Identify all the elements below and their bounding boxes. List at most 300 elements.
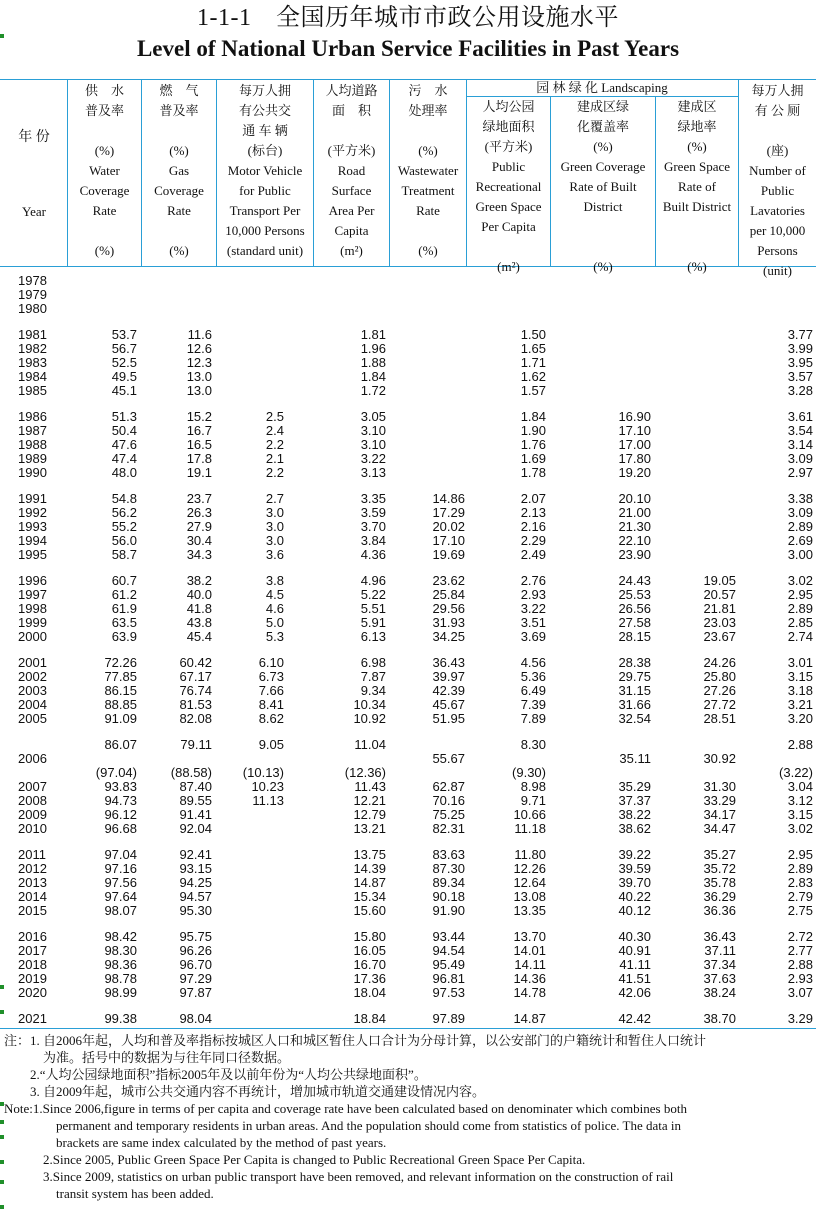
column-header <box>314 81 389 261</box>
year-cell: 2021 <box>18 1011 47 1026</box>
value-cell: 31.66 <box>618 697 651 712</box>
note-line: permanent and temporary residents in urban areas. And the population should come from statistics of police. The data in <box>4 1118 682 1133</box>
value-cell: 6.13 <box>360 629 386 644</box>
value-cell: 97.16 <box>104 861 137 876</box>
value-cell: 87.40 <box>179 779 212 794</box>
column-header-line: Area Per <box>328 203 375 218</box>
value-cell: 1.50 <box>520 327 546 342</box>
value-cell: 36.29 <box>703 889 736 904</box>
value-cell: 11.04 <box>354 737 386 752</box>
value-cell: 3.05 <box>360 409 386 424</box>
value-cell: 3.51 <box>520 615 546 630</box>
column-header-line <box>656 237 738 257</box>
value-cell: 2.69 <box>787 533 813 548</box>
value-cell: 38.62 <box>618 821 651 836</box>
value-cell: 12.26 <box>513 861 546 876</box>
value-cell: 23.67 <box>703 629 736 644</box>
value-cell: 24.43 <box>618 573 651 588</box>
value-cell: 19.20 <box>618 465 651 480</box>
value-cell: 1.69 <box>520 451 546 466</box>
column-header <box>68 81 141 261</box>
marker <box>0 1205 4 1209</box>
value-cell: 38.70 <box>703 1011 736 1026</box>
value-cell: 3.01 <box>787 655 813 670</box>
column-header-line: Transport Per <box>229 203 301 218</box>
value-cell: 34.25 <box>432 629 465 644</box>
value-cell: 47.6 <box>111 437 137 452</box>
table-row <box>0 822 816 836</box>
value-cell: 45.4 <box>186 629 212 644</box>
column-header-line: Per Capita <box>481 219 536 234</box>
value-cell: 10.92 <box>353 711 386 726</box>
value-cell: 60.7 <box>111 573 137 588</box>
value-cell: 2.2 <box>265 437 284 452</box>
value-cell: 1.65 <box>520 341 546 356</box>
column-header-line: 人均道路 <box>325 83 378 98</box>
table-row <box>0 328 816 342</box>
value-cell: 58.7 <box>111 547 137 562</box>
value-cell: 3.14 <box>787 437 813 452</box>
value-cell: 2.89 <box>787 601 813 616</box>
column-header-line: (m²) <box>497 259 520 274</box>
value-cell: 91.09 <box>104 711 137 726</box>
value-cell: 98.78 <box>104 971 137 986</box>
value-cell: 1.72 <box>360 383 386 398</box>
year-cell: 2008 <box>18 793 47 808</box>
value-cell: 16.05 <box>353 943 386 958</box>
value-cell: 96.26 <box>179 943 212 958</box>
value-cell: 31.30 <box>703 779 736 794</box>
value-cell: 30.4 <box>186 533 212 548</box>
table-row <box>0 506 816 520</box>
value-cell: 63.9 <box>111 629 137 644</box>
value-cell: 2.93 <box>520 587 546 602</box>
value-cell: 2.89 <box>787 861 813 876</box>
value-cell: 99.38 <box>104 1011 137 1026</box>
column-header-line: 人均公园 <box>482 99 535 114</box>
value-cell: 2.95 <box>787 587 813 602</box>
value-cell: 51.3 <box>111 409 137 424</box>
marker <box>0 1102 4 1106</box>
column-header-line: Gas <box>168 163 190 178</box>
column-header-line: 面 积 <box>331 103 371 118</box>
year-cell: 2017 <box>18 943 47 958</box>
column-header-line <box>739 121 816 141</box>
table-row <box>0 534 816 548</box>
table-row <box>0 808 816 822</box>
value-cell: 81.53 <box>179 697 212 712</box>
value-cell: 77.85 <box>104 669 137 684</box>
value-cell: 6.98 <box>360 655 386 670</box>
value-cell: 40.91 <box>618 943 651 958</box>
year-cell: 1998 <box>18 601 47 616</box>
column-header-line: Public <box>491 159 526 174</box>
column-header-line <box>68 121 141 141</box>
value-cell: 2.85 <box>787 615 813 630</box>
value-cell: 13.0 <box>186 369 212 384</box>
value-cell: 35.29 <box>618 779 651 794</box>
value-cell: 35.72 <box>703 861 736 876</box>
table-row <box>0 752 816 766</box>
value-cell: 14.86 <box>432 491 465 506</box>
year-cell: 1994 <box>18 533 47 548</box>
value-cell: 91.41 <box>179 807 212 822</box>
value-cell: 20.57 <box>703 587 736 602</box>
year-cell: 1993 <box>18 519 47 534</box>
year-header-en: Year <box>22 204 46 219</box>
value-cell: 97.89 <box>432 1011 465 1026</box>
column-header-line: Recreational <box>475 179 542 194</box>
value-cell: 3.0 <box>265 519 284 534</box>
column-header-line: Persons <box>757 243 798 258</box>
value-cell: 86.15 <box>104 683 137 698</box>
table-row <box>0 302 816 316</box>
column-header-line: Capita <box>334 223 369 238</box>
value-cell: 94.25 <box>179 875 212 890</box>
value-cell: 3.70 <box>360 519 386 534</box>
column-header-line: Green Space <box>663 159 731 174</box>
year-cell: 2013 <box>18 875 47 890</box>
table-row <box>0 890 816 904</box>
value-cell: 54.8 <box>111 491 137 506</box>
value-cell: 29.56 <box>432 601 465 616</box>
column-header-line: Coverage <box>154 183 204 198</box>
value-cell: 79.11 <box>180 737 212 752</box>
value-cell: 87.30 <box>432 861 465 876</box>
value-cell: 17.8 <box>186 451 212 466</box>
value-cell: (97.04) <box>95 765 137 780</box>
value-cell: 3.59 <box>360 505 386 520</box>
table-row <box>0 738 816 752</box>
value-cell: 7.39 <box>520 697 546 712</box>
column-header-line: 普及率 <box>159 103 199 118</box>
value-cell: 40.0 <box>186 587 212 602</box>
year-cell: 2014 <box>18 889 47 904</box>
column-header-line: 处理率 <box>408 103 448 118</box>
value-cell: 39.97 <box>432 669 465 684</box>
value-cell: 82.31 <box>432 821 465 836</box>
value-cell: 15.60 <box>353 903 386 918</box>
column-header-line: 绿地率 <box>677 119 717 134</box>
value-cell: 82.08 <box>179 711 212 726</box>
table-row <box>0 370 816 384</box>
value-cell: 18.84 <box>353 1011 386 1026</box>
value-cell: (3.22) <box>779 765 813 780</box>
value-cell: 2.2 <box>265 465 284 480</box>
value-cell: 93.15 <box>179 861 212 876</box>
table-row <box>0 356 816 370</box>
value-cell: 12.21 <box>353 793 386 808</box>
value-cell: 9.71 <box>520 793 546 808</box>
value-cell: 97.29 <box>179 971 212 986</box>
value-cell: 36.43 <box>432 655 465 670</box>
value-cell: 90.18 <box>432 889 465 904</box>
value-cell: 1.76 <box>520 437 546 452</box>
year-cell: 2009 <box>18 807 47 822</box>
value-cell: 28.51 <box>703 711 736 726</box>
value-cell: 29.75 <box>618 669 651 684</box>
column-header-line: Rate <box>167 203 191 218</box>
value-cell: 26.3 <box>186 505 212 520</box>
value-cell: 3.04 <box>787 779 813 794</box>
value-cell: 98.04 <box>179 1011 212 1026</box>
value-cell: 11.80 <box>514 847 546 862</box>
column-header-line: 化覆盖率 <box>576 119 629 134</box>
value-cell: 27.9 <box>186 519 212 534</box>
marker <box>0 1180 4 1184</box>
value-cell: 61.2 <box>111 587 137 602</box>
value-cell: 21.30 <box>618 519 651 534</box>
value-cell: 2.7 <box>265 491 284 506</box>
column-header-line: (%) <box>94 143 115 158</box>
year-cell: 1999 <box>18 615 47 630</box>
year-cell: 2007 <box>18 779 47 794</box>
value-cell: 16.90 <box>618 409 651 424</box>
value-cell: 3.6 <box>265 547 284 562</box>
value-cell: 96.12 <box>104 807 137 822</box>
data-table <box>0 266 816 1026</box>
value-cell: 34.17 <box>703 807 736 822</box>
year-cell: 1986 <box>18 409 47 424</box>
page-title-en: Level of National Urban Service Facilities in Past Years <box>136 36 680 61</box>
column-header-line <box>551 237 655 257</box>
value-cell: 2.75 <box>787 903 813 918</box>
value-cell: 11.43 <box>354 779 386 794</box>
year-cell: 1985 <box>18 383 47 398</box>
table-row <box>0 630 816 644</box>
table-bottom-rule <box>0 1028 816 1029</box>
value-cell: 7.89 <box>520 711 546 726</box>
value-cell: 2.79 <box>787 889 813 904</box>
year-cell: 1995 <box>18 547 47 562</box>
column-header-line: 普及率 <box>84 103 124 118</box>
value-cell: 61.9 <box>111 601 137 616</box>
value-cell: 2.49 <box>520 547 546 562</box>
column-header <box>467 97 550 277</box>
value-cell: (88.58) <box>170 765 212 780</box>
value-cell: 3.61 <box>787 409 813 424</box>
value-cell: 39.70 <box>618 875 651 890</box>
column-header <box>739 81 816 281</box>
value-cell: 8.30 <box>520 737 546 752</box>
value-cell: 6.73 <box>258 669 284 684</box>
value-cell: 2.4 <box>265 423 284 438</box>
column-header-line <box>142 121 216 141</box>
table-row <box>0 492 816 506</box>
value-cell: 3.8 <box>265 573 284 588</box>
column-header-line: (%) <box>687 139 707 154</box>
table-row <box>0 930 816 944</box>
value-cell: 25.84 <box>432 587 465 602</box>
value-cell: 2.16 <box>520 519 546 534</box>
value-cell: 2.97 <box>787 465 813 480</box>
table-row <box>0 958 816 972</box>
note-line: Note:1.Since 2006,figure in terms of per capita and coverage rate have been calculated based on denominater which combines both <box>4 1101 687 1116</box>
year-header-zh: 年 份 <box>18 130 50 145</box>
value-cell: 3.12 <box>787 793 813 808</box>
value-cell: 14.87 <box>353 875 386 890</box>
note-line: 2.“人均公园绿地面积”指标2005年及以前年份为“人均公共绿地面积”。 <box>4 1067 427 1082</box>
table-row <box>0 876 816 890</box>
value-cell: 1.84 <box>520 409 546 424</box>
value-cell: 3.35 <box>360 491 386 506</box>
year-cell: 2012 <box>18 861 47 876</box>
value-cell: 42.39 <box>432 683 465 698</box>
value-cell: 67.17 <box>179 669 212 684</box>
value-cell: 41.51 <box>618 971 651 986</box>
year-cell: 1981 <box>18 327 47 342</box>
value-cell: 3.0 <box>265 505 284 520</box>
value-cell: 12.3 <box>186 355 212 370</box>
value-cell: 3.22 <box>360 451 386 466</box>
value-cell: 52.5 <box>111 355 137 370</box>
value-cell: 23.90 <box>618 547 651 562</box>
year-cell: 1979 <box>18 287 47 302</box>
value-cell: 23.7 <box>186 491 212 506</box>
value-cell: 19.05 <box>703 573 736 588</box>
value-cell: 97.04 <box>104 847 137 862</box>
column-header-line: for Public <box>239 183 291 198</box>
value-cell: 10.23 <box>251 779 284 794</box>
marker <box>0 34 4 38</box>
column-header-line: Number of <box>749 163 806 178</box>
value-cell: 13.0 <box>186 383 212 398</box>
column-header-line: Green Coverage <box>560 159 646 174</box>
value-cell: 97.87 <box>179 985 212 1000</box>
table-row <box>0 548 816 562</box>
value-cell: 36.43 <box>703 929 736 944</box>
value-cell: 40.22 <box>618 889 651 904</box>
value-cell: 27.72 <box>703 697 736 712</box>
value-cell: 3.15 <box>787 669 813 684</box>
year-cell: 2000 <box>18 629 47 644</box>
table-row <box>0 588 816 602</box>
value-cell: 2.83 <box>787 875 813 890</box>
value-cell: 2.89 <box>787 519 813 534</box>
value-cell: 3.21 <box>787 697 813 712</box>
value-cell: 26.56 <box>618 601 651 616</box>
column-header-line: 污 水 <box>408 83 448 98</box>
column-header <box>217 81 313 261</box>
column-header-line: 每万人拥 <box>751 83 804 98</box>
note-line: 3.Since 2009, statistics on urban public transport have been removed, and relevant information on the construction of rail <box>4 1169 674 1184</box>
table-row <box>0 944 816 958</box>
value-cell: 51.95 <box>432 711 465 726</box>
column-header <box>656 97 738 277</box>
value-cell: 38.22 <box>618 807 651 822</box>
value-cell: 97.53 <box>432 985 465 1000</box>
value-cell: 2.74 <box>787 629 813 644</box>
column-header <box>390 81 466 261</box>
notes <box>4 1032 814 1202</box>
value-cell: 34.3 <box>186 547 212 562</box>
value-cell: 18.04 <box>353 985 386 1000</box>
value-cell: 15.2 <box>186 409 212 424</box>
value-cell: 94.57 <box>179 889 212 904</box>
value-cell: 5.51 <box>360 601 386 616</box>
column-header-line: (标台) <box>247 143 283 158</box>
table-row <box>0 794 816 808</box>
value-cell: 17.00 <box>618 437 651 452</box>
value-cell: 96.81 <box>432 971 465 986</box>
table-row <box>0 698 816 712</box>
value-cell: 22.10 <box>618 533 651 548</box>
value-cell: 42.42 <box>618 1011 651 1026</box>
value-cell: 35.78 <box>703 875 736 890</box>
column-header-line: 绿地面积 <box>482 119 535 134</box>
year-cell: 2003 <box>18 683 47 698</box>
value-cell: 20.10 <box>618 491 651 506</box>
value-cell: 43.8 <box>186 615 212 630</box>
value-cell: 3.69 <box>520 629 546 644</box>
value-cell: 11.13 <box>252 793 284 808</box>
column-header-line: 有公共交 <box>238 103 291 118</box>
value-cell: 13.35 <box>513 903 546 918</box>
value-cell: 1.81 <box>360 327 386 342</box>
value-cell: 4.36 <box>360 547 386 562</box>
column-header-line: 有 公 厕 <box>754 103 801 118</box>
value-cell: 28.15 <box>618 629 651 644</box>
value-cell: 50.4 <box>111 423 137 438</box>
value-cell: 3.15 <box>787 807 813 822</box>
value-cell: 3.10 <box>360 437 386 452</box>
year-cell: 1980 <box>18 301 47 316</box>
column-header-line: Treatment <box>401 183 455 198</box>
value-cell: 31.93 <box>432 615 465 630</box>
value-cell: 2.77 <box>787 943 813 958</box>
value-cell: 5.36 <box>520 669 546 684</box>
value-cell: 2.13 <box>520 505 546 520</box>
value-cell: 37.11 <box>704 943 736 958</box>
year-cell: 2002 <box>18 669 47 684</box>
table-row <box>0 766 816 780</box>
value-cell: 96.68 <box>104 821 137 836</box>
column-header-line: (unit) <box>763 263 792 278</box>
year-cell: 2005 <box>18 711 47 726</box>
column-header-line: (座) <box>766 143 789 158</box>
year-cell: 1988 <box>18 437 47 452</box>
table-row <box>0 520 816 534</box>
value-cell: 13.21 <box>353 821 386 836</box>
value-cell: 2.5 <box>265 409 284 424</box>
year-cell: 1978 <box>18 273 47 288</box>
column-header-line: (m²) <box>340 243 363 258</box>
table-row <box>0 466 816 480</box>
column-header <box>142 81 216 261</box>
value-cell: 15.34 <box>353 889 386 904</box>
year-cell: 1982 <box>18 341 47 356</box>
column-header-line: per 10,000 <box>749 223 806 238</box>
year-cell: 2020 <box>18 985 47 1000</box>
marker <box>0 1010 4 1014</box>
value-cell: 98.36 <box>104 957 137 972</box>
value-cell: 75.25 <box>432 807 465 822</box>
marker <box>0 1135 4 1139</box>
value-cell: 8.62 <box>258 711 284 726</box>
value-cell: 62.87 <box>432 779 465 794</box>
value-cell: 17.36 <box>353 971 386 986</box>
table-row <box>0 616 816 630</box>
value-cell: 1.57 <box>520 383 546 398</box>
value-cell: 7.87 <box>360 669 386 684</box>
column-header-line: (平方米) <box>327 143 376 158</box>
column-header-line: Public <box>760 183 795 198</box>
column-header-line <box>68 221 141 241</box>
value-cell: 2.76 <box>520 573 546 588</box>
value-cell: 3.22 <box>520 601 546 616</box>
value-cell: 3.13 <box>360 465 386 480</box>
note-line: 为准。括号中的数据为与往年同口径数据。 <box>4 1050 291 1065</box>
